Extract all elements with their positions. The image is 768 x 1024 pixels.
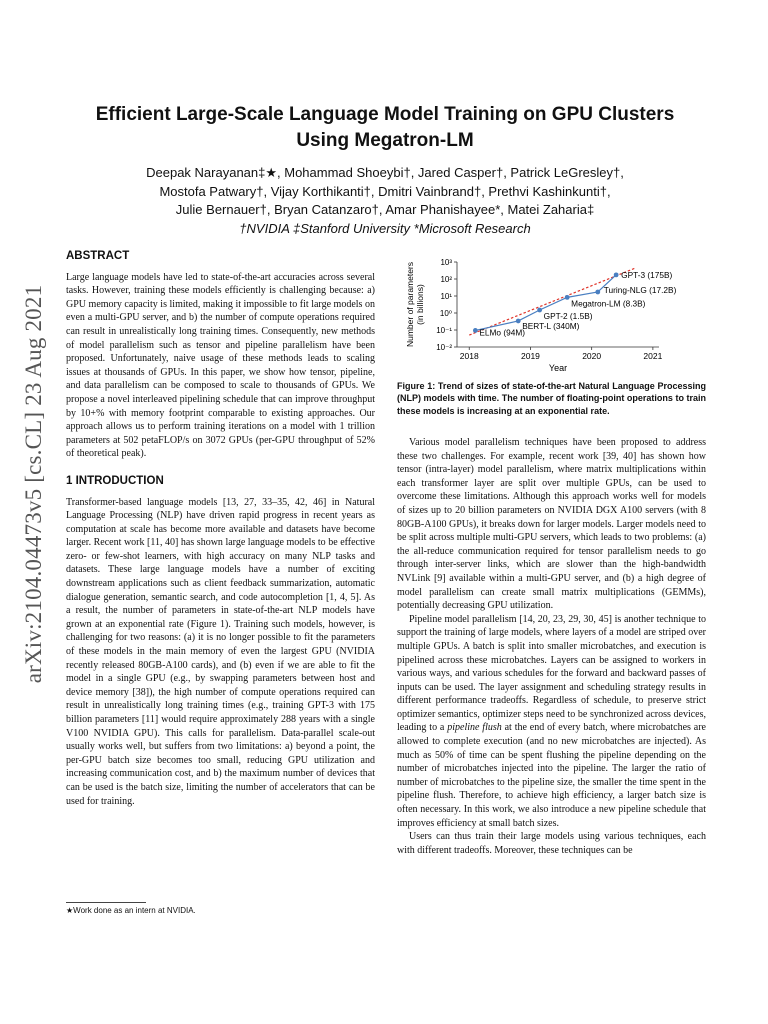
title-line-1: Efficient Large-Scale Language Model Training on GPU Clusters: [95, 104, 675, 125]
footnote: ★Work done as an intern at NVIDIA.: [66, 906, 196, 915]
figure-caption: Figure 1: Trend of sizes of state-of-the-art Natural Language Processing (NLP) models with time. The number of floating-point operations to train these models is increasing at an exponential rate.: [397, 381, 706, 416]
y-tick-label: 10³: [440, 258, 452, 267]
introduction-heading: 1 INTRODUCTION: [66, 474, 164, 487]
y-tick-label: 10⁻¹: [436, 326, 452, 335]
y-tick-label: 10¹: [440, 292, 452, 301]
footnote-rule: [66, 902, 146, 903]
x-axis-label: Year: [548, 363, 568, 373]
arxiv-identifier: arXiv:2104.04473v5 [cs.CL] 23 Aug 2021: [21, 284, 46, 684]
data-point: [565, 295, 570, 300]
affiliations: †NVIDIA ‡Stanford University *Microsoft Research: [239, 220, 531, 236]
data-point-label: Turing-NLG (17.2B): [603, 284, 677, 295]
author-line-2: Mostofa Patwary†, Vijay Korthikanti†, Dmitri Vainbrand†, Prethvi Kashinkunti†,: [159, 183, 611, 199]
model-size-chart: [397, 252, 708, 376]
data-point-label: Megatron-LM (8.3B): [571, 298, 646, 309]
data-point-label: GPT-2 (1.5B): [543, 311, 593, 322]
data-point-label: ELMo (94M): [479, 327, 526, 338]
y-tick-label: 10²: [440, 275, 452, 284]
author-line-1: Deepak Narayanan‡★, Mohammad Shoeybi†, Jared Casper†, Patrick LeGresley†,: [146, 165, 624, 180]
data-point: [537, 308, 542, 313]
data-point: [473, 328, 478, 333]
abstract-text: Large language models have led to state-of-the-art accuracies across several tasks. However, training these models efficiently is challenging because: a) GPU memory capacity is limited, making it impossible to fit large models on even a multi-GPU server, and b) the number of compute operations required can result in unrealistically long training times. Consequently, new methods of model parallelism such as tensor and pipeline parallelism have been proposed. Unfortunately, naive usage of these methods leads to scaling issues at thousands of GPUs. In this paper, we show how tensor, pipeline, and data parallelism can be composed to scale to thousands of GPUs. We propose a novel interleaved pipelining schedule that can improve throughput by 10+% with memory footprint comparable to existing approaches. Our approach allows us to perform training iterations on a model with 1 trillion parameters at 502 petaFLOP/s on 3072 GPUs (per-GPU throughput of 52% of theoretical peak).: [66, 271, 375, 460]
x-tick-label: 2020: [582, 351, 602, 361]
abstract-heading: ABSTRACT: [66, 250, 130, 262]
right-paragraph-3: Users can thus train their large models using various techniques, each with different tradeoffs. Moreover, these techniques can be: [397, 831, 706, 856]
y-axis-label-line-2: (in billions): [415, 284, 425, 325]
data-points: [473, 270, 677, 338]
data-point: [595, 290, 600, 295]
x-tick-label: 2021: [643, 351, 663, 361]
data-point-label: BERT-L (340M): [522, 320, 580, 331]
x-tick-label: 2018: [459, 351, 479, 361]
paper-title: [60, 102, 710, 154]
right-paragraph-2-part-a: Pipeline model parallelism [14, 20, 23, 29, 30, 45] is another technique to support the training of large models, where layers of a model are striped over multiple GPUs. A batch is split into smaller microbatches, and execution is pipelined across these microbatches. Layers can be assigned to workers in various ways, and various schedules for the forward and backward passes of inputs can be used. The layer assignment and scheduling strategy results in different performance tradeoffs. Regardless of schedule, to preserve strict optimizer semantics, optimizer steps need to be synchronized across devices, leading to a: [397, 613, 706, 734]
right-paragraph-1: Various model parallelism techniques have been proposed to address these two challenges. For example, recent work [39, 40] has shown how tensor (intra-layer) model parallelism, where matrix multiplications within each transformer layer are split over multiple GPUs, can be used to overcome these limitations. Although this approach works well for models of sizes up to 20 billion parameters on NVIDIA DGX A100 servers (with 8 80GB-A100 GPUs), it breaks down for larger models. Larger models need to be split across multiple multi-GPU servers, which leads to two problems: (a) the all-reduce communication required for tensor parallelism needs to go through inter-server links, which are slower than the high-bandwidth NVLink [9] available within a multi-GPU server, and (b) a high degree of model parallelism can create small matrix multiplications (GEMMs), potentially decreasing GPU utilization.: [397, 437, 706, 612]
y-tick-label: 10⁻²: [436, 343, 452, 352]
author-block: [70, 164, 700, 238]
pipeline-flush-term: pipeline flush: [447, 722, 502, 734]
x-ticks: [460, 347, 663, 361]
y-tick-label: 10⁰: [439, 309, 452, 318]
data-point-label: GPT-3 (175B): [621, 269, 673, 280]
y-axis-label-line-1: Number of parameters: [405, 261, 415, 348]
right-column: [397, 436, 706, 857]
y-ticks: [436, 258, 457, 352]
right-paragraph-2-part-b: at the end of every batch, where microbatches are allowed to complete execution (and no new microbatches are injected). As much as 50% of time can be spent flushing the pipeline depending on the number of microbatches injected into the pipeline. The larger the ratio of number of microbatches to the pipeline size, the smaller the time spent in the pipeline flush. Therefore, to achieve high efficiency, a larger batch size is often necessary. In this work, we also introduce a new pipeline schedule that improves efficiency at small batch sizes.: [397, 722, 706, 829]
author-line-3: Julie Bernauer†, Bryan Catanzaro†, Amar Phanishayee*, Matei Zaharia‡: [175, 202, 595, 217]
data-point: [614, 272, 619, 277]
left-column: [66, 250, 375, 808]
data-point: [516, 319, 521, 324]
title-line-2: Using Megatron-LM: [296, 130, 474, 151]
introduction-paragraph-1: Transformer-based language models [13, 27, 33–35, 42, 46] in Natural Language Processing (NLP) have driven rapid progress in recent years as computation at scale has become more available and datasets have become larger. Recent work [11, 40] has shown large language models to be effective zero- or few-shot learners, with high accuracy on many NLP tasks and datasets. These large language models have a number of exciting downstream applications such as client feedback summarization, automatic dialogue generation, semantic search, and code autocompletion [1, 4, 5]. As a result, the number of parameters in state-of-the-art NLP models have grown at an exponential rate (Figure 1). Training such models, however, is challenging for two reasons: (a) it is no longer possible to fit the parameters of these models in the main memory of even the largest GPU (NVIDIA recently released 80GB-A100 cards), and (b) even if we are able to fit the model in a single GPU (e.g., by swapping parameters between host and device memory [38]), the high number of compute operations required can result in unrealistically long training times (e.g., training GPT-3 with 175 billion parameters [11] would require approximately 288 years with a single V100 NVIDIA GPU). This calls for parallelism. Data-parallel scale-out usually works well, but suffers from two limitations: a) beyond a point, the per-GPU batch size becomes too small, reducing GPU utilization and increasing communication cost, and b) the maximum number of devices that can be used is the batch size, limiting the number of accelerators that can be used for training.: [66, 496, 375, 807]
right-paragraph-2: [397, 613, 706, 831]
x-tick-label: 2019: [520, 351, 540, 361]
